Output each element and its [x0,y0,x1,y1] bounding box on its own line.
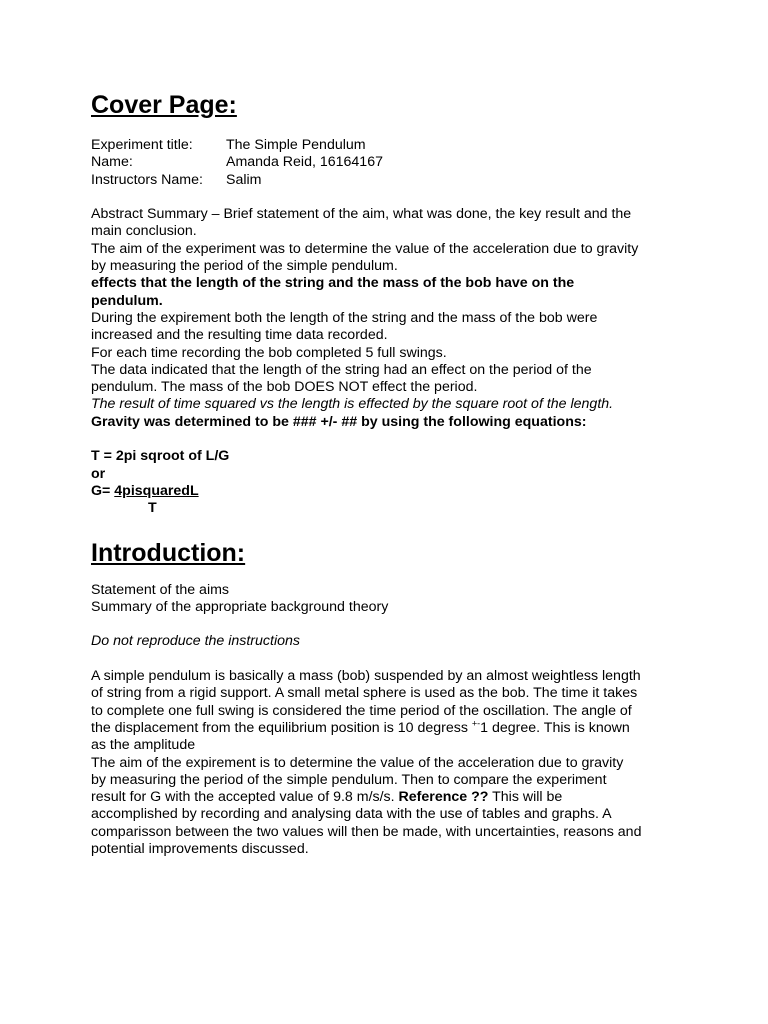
intro-line: potential improvements discussed. [91,840,309,857]
equation-or: or [91,465,106,482]
intro-text: result for G with the accepted value of 9.8 m/s/s. [91,789,399,806]
intro-line: accomplished by recording and analysing data with the use of tables and graphs. A [91,806,612,823]
info-value: Amanda Reid, 16164167 [226,154,383,171]
equation-gravity [91,483,691,500]
introduction-body [91,668,691,858]
equation-numerator: 4pisquaredL [114,482,199,499]
equations [91,448,691,517]
body-line: pendulum. The mass of the bob DOES NOT effect the period. [91,379,478,396]
aims-line: Statement of the aims [91,581,230,598]
intro-line [91,789,691,806]
instruction-note: Do not reproduce the instructions [91,633,300,650]
intro-line: The aim of the expirement is to determine the value of the acceleration due to gravity [91,754,624,771]
intro-text: the displacement from the equilibrium position is 10 degress [91,719,472,736]
equation-gravity-prefix: G= [91,482,115,499]
body-line: For each time recording the bob completed 5 full swings. [91,344,447,361]
info-label: Experiment title: [91,137,193,153]
info-label: Name: [91,154,133,171]
document-page [91,90,691,858]
gravity-line: Gravity was determined to be ### +/- ## by using the following equations: [91,413,587,430]
info-row [91,154,691,171]
info-row [91,172,691,189]
abstract-line: The aim of the experiment was to determine the value of the acceleration due to gravity [91,240,639,257]
info-value: Salim [226,171,262,188]
experiment-info [91,137,691,189]
intro-line: as the amplitude [91,737,196,754]
abstract-section [91,206,691,431]
abstract-line: by measuring the period of the simple pendulum. [91,258,398,275]
equation-denominator: T [148,500,157,517]
cover-page-heading: Cover Page: [91,91,237,119]
intro-line: to complete one full swing is considered the time period of the oscillation. The angle of [91,702,632,719]
introduction-heading: Introduction: [91,538,246,567]
info-value: The Simple Pendulum [226,137,366,153]
bold-line: pendulum. [91,292,163,309]
aims-line: Summary of the appropriate background theory [91,598,389,615]
info-label: Instructors Name: [91,171,203,188]
bold-line: effects that the length of the string and the mass of the bob have on the [91,275,575,292]
abstract-line: main conclusion. [91,223,197,240]
reference-placeholder: Reference ?? [398,789,489,806]
intro-line [91,720,691,737]
info-row [91,137,691,154]
plus-minus-sign: +- [471,718,481,729]
intro-line: comparisson between the two values will then be made, with uncertainties, reasons and [91,823,642,840]
body-line: The data indicated that the length of the string had an effect on the period of the [91,361,592,378]
intro-line: A simple pendulum is basically a mass (bob) suspended by an almost weightless length [91,668,641,685]
abstract-line: Abstract Summary – Brief statement of the aim, what was done, the key result and the [91,206,632,223]
aims-section [91,582,691,617]
intro-text: 1 degree. This is known [480,719,630,736]
body-line: increased and the resulting time data recorded. [91,327,388,344]
intro-text: This will be [488,789,563,806]
body-line: During the expirement both the length of the string and the mass of the bob were [91,309,598,326]
italic-line: The result of time squared vs the length is effected by the square root of the length. [91,396,614,413]
intro-line: of string from a rigid support. A small metal sphere is used as the bob. The time it takes [91,685,638,702]
intro-line: by measuring the period of the simple pendulum. Then to compare the experiment [91,771,607,788]
equation-period: T = 2pi sqroot of L/G [91,448,230,465]
